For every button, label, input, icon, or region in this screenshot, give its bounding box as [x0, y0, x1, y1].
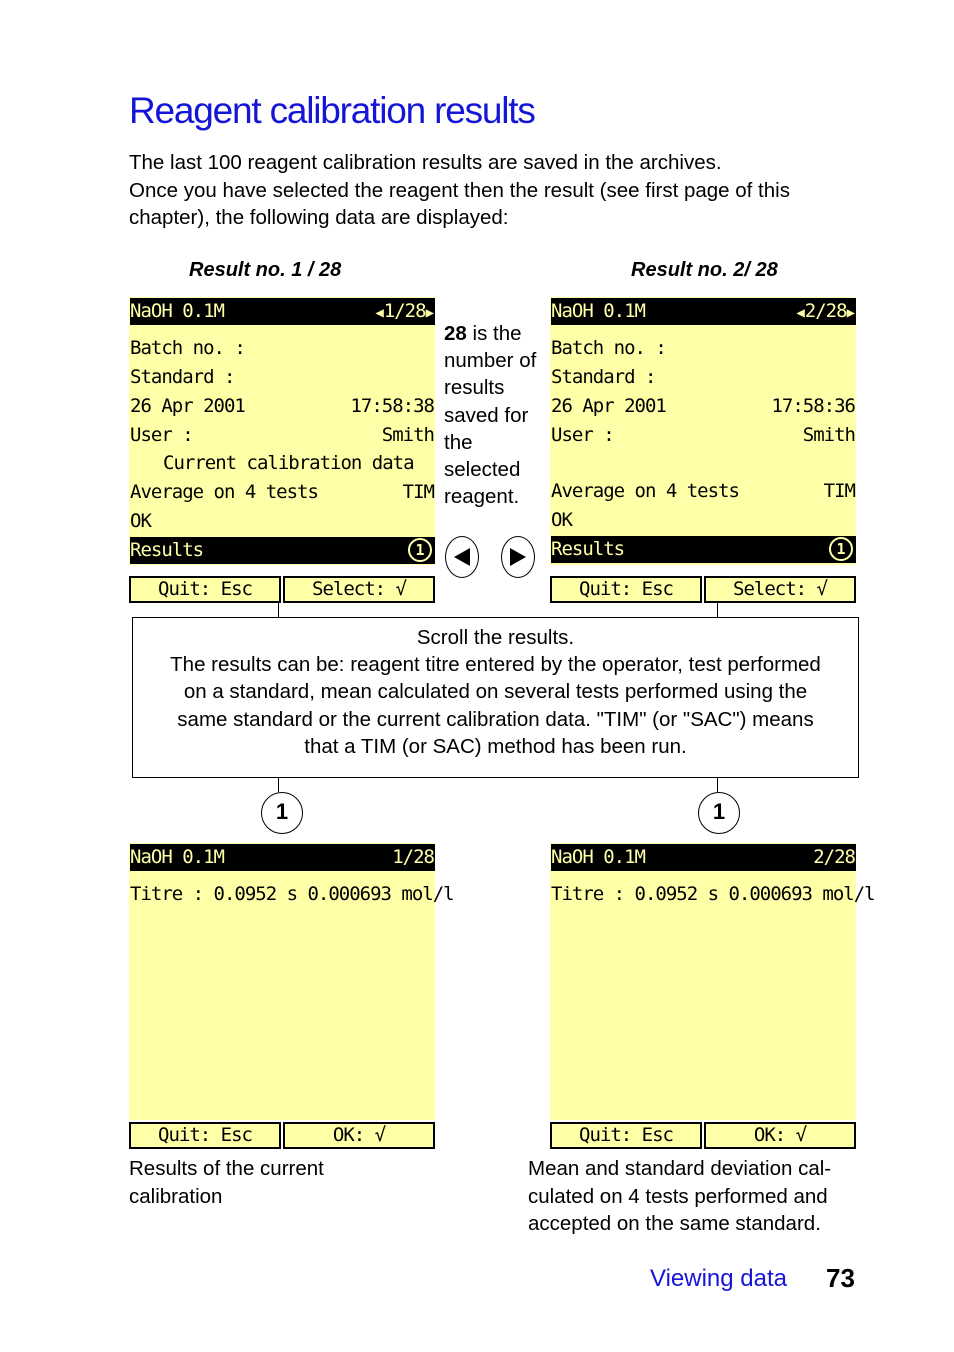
intro-line: The last 100 reagent calibration results are saved in the archives.: [129, 151, 722, 174]
standard-label: Standard :: [130, 366, 235, 388]
note-line: selected: [444, 458, 521, 482]
standard-label: Standard :: [551, 366, 656, 388]
method-value: TIM: [402, 481, 434, 503]
circled-one-icon: 1: [829, 537, 853, 561]
step-number-circle: 1: [698, 792, 740, 834]
connector-line: [278, 778, 279, 792]
method-value: TIM: [823, 480, 855, 502]
screen-header-reagent: NaOH 0.1M: [130, 846, 224, 868]
note-line: reagent.: [444, 485, 520, 509]
lcd-screen-titre-1: [129, 843, 454, 1120]
date-time-row: [551, 393, 856, 420]
quit-esc-button[interactable]: Quit: Esc: [129, 1122, 281, 1149]
caption-line: Mean and standard deviation cal-: [528, 1157, 832, 1180]
info-line: Scroll the results.: [416, 626, 575, 649]
info-line: that a TIM (or SAC) method has been run.: [304, 734, 687, 758]
user-label: User :: [130, 424, 193, 446]
average-label: Average on 4 tests: [551, 480, 739, 502]
average-label: Average on 4 tests: [130, 481, 318, 503]
titre-row: Titre : 0.0952 s 0.000693 mol/l: [130, 883, 454, 905]
step-number-circle: 1: [261, 792, 303, 834]
caption-mean-deviation: [528, 1155, 831, 1238]
screen-header: [551, 844, 856, 871]
info-line: same standard or the current calibration data. "TIM" (or "SAC") means: [177, 707, 814, 731]
status-value: OK: [551, 509, 572, 531]
page-number: 73: [826, 1263, 855, 1293]
user-label: User :: [551, 424, 614, 446]
status-value: OK: [130, 510, 151, 532]
screen-header-counter: 1/28: [392, 846, 434, 868]
note-line: saved for: [444, 403, 529, 427]
results-label: Results: [130, 539, 204, 561]
average-row: [130, 479, 435, 506]
date-time-row: [130, 393, 435, 420]
intro-line: Once you have selected the reagent then the result (see first page of this: [129, 178, 790, 202]
titre-row: Titre : 0.0952 s 0.000693 mol/l: [551, 883, 875, 905]
user-row: [551, 422, 856, 449]
ok-button[interactable]: OK: √: [704, 1122, 856, 1149]
connector-line: [717, 603, 718, 617]
results-label: Results: [551, 538, 625, 560]
softkeys-titre-1: [129, 1122, 435, 1149]
quit-esc-button[interactable]: Quit: Esc: [550, 576, 702, 603]
right-triangle-icon[interactable]: [501, 536, 535, 578]
ok-button[interactable]: OK: √: [283, 1122, 435, 1149]
screen-header: [130, 298, 435, 325]
connector-line: [717, 778, 718, 792]
user-row: [130, 422, 435, 449]
note-line: number of: [444, 349, 537, 373]
softkeys-result-1: [129, 576, 435, 603]
lcd-screen-titre-2: [550, 843, 875, 1120]
next-small-icon: ▶: [846, 305, 855, 321]
time-value: 17:58:36: [771, 395, 855, 417]
time-value: 17:58:38: [350, 395, 434, 417]
note-line: results: [444, 376, 505, 400]
scroll-info-box: [132, 617, 859, 778]
results-count-note: [444, 320, 549, 510]
screen-header: [551, 298, 856, 325]
caption-line: calibration: [129, 1184, 223, 1208]
softkeys-titre-2: [550, 1122, 856, 1149]
user-value: Smith: [381, 424, 434, 446]
caption-line: culated on 4 tests performed and: [528, 1184, 828, 1208]
screen-header-counter: 2/28: [813, 846, 855, 868]
batch-label: Batch no. :: [130, 337, 245, 359]
select-button[interactable]: Select: √: [283, 576, 435, 603]
softkeys-result-2: [550, 576, 856, 603]
quit-esc-button[interactable]: Quit: Esc: [550, 1122, 702, 1149]
average-row: [551, 478, 856, 505]
date-value: 26 Apr 2001: [551, 395, 666, 417]
note-line: the: [444, 430, 473, 454]
info-line: on a standard, mean calculated on several tests performed using the: [183, 680, 808, 704]
caption-line: accepted on the same standard.: [528, 1212, 821, 1235]
quit-esc-button[interactable]: Quit: Esc: [129, 576, 281, 603]
left-triangle-icon[interactable]: [445, 536, 479, 578]
date-value: 26 Apr 2001: [130, 395, 245, 417]
screen-header-counter: ◀1/28▶: [375, 300, 434, 322]
user-value: Smith: [802, 424, 855, 446]
screen-header: [130, 844, 435, 871]
intro-paragraph: [129, 149, 889, 232]
info-line: The results can be: reagent titre entered by the operator, test performed: [170, 653, 821, 677]
screen-header-counter: ◀2/28▶: [796, 300, 855, 322]
footer-section-label: Viewing data: [650, 1265, 787, 1292]
batch-label: Batch no. :: [551, 337, 666, 359]
select-button[interactable]: Select: √: [704, 576, 856, 603]
intro-line: chapter), the following data are displayed:: [129, 206, 509, 229]
circled-one-icon: 1: [408, 538, 432, 562]
caption-result-1: Result no. 1 / 28: [189, 259, 342, 281]
prev-small-icon: ◀: [796, 305, 805, 321]
results-menu-item[interactable]: [551, 536, 856, 563]
screen-header-reagent: NaOH 0.1M: [551, 300, 645, 322]
screen-header-reagent: NaOH 0.1M: [551, 846, 645, 868]
lcd-screen-result-2: [550, 297, 856, 565]
current-calibration-label: Current calibration data: [163, 452, 414, 474]
screen-header-reagent: NaOH 0.1M: [130, 300, 224, 322]
lcd-screen-result-1: [129, 297, 435, 565]
next-small-icon: ▶: [425, 305, 434, 321]
connector-line: [278, 603, 279, 617]
results-menu-item[interactable]: [130, 537, 435, 564]
caption-current-calibration: [129, 1155, 324, 1210]
page-title: Reagent calibration results: [129, 90, 535, 131]
caption-line: Results of the current: [129, 1157, 324, 1180]
caption-result-2: Result no. 2/ 28: [631, 259, 778, 281]
prev-small-icon: ◀: [375, 305, 384, 321]
note-line: 28 is the: [444, 322, 522, 345]
results-count: 28: [444, 322, 467, 345]
